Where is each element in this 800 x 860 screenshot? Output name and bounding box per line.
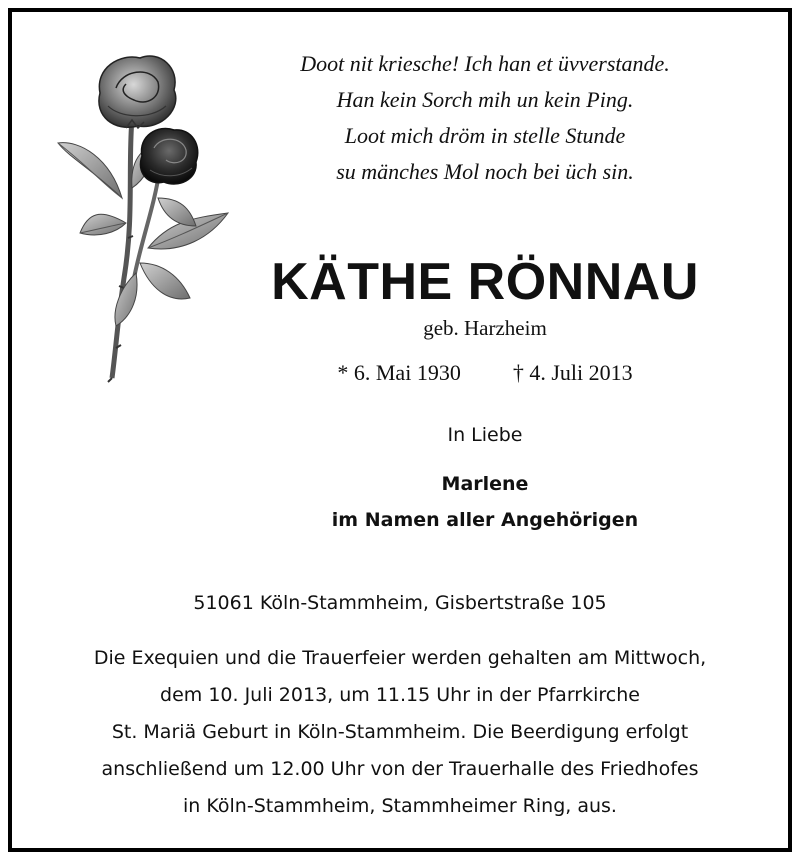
poem <box>250 46 720 190</box>
rose-icon <box>50 48 240 388</box>
mourner-on-behalf: im Namen aller Angehörigen <box>331 509 639 531</box>
mourners-intro: In Liebe <box>447 424 523 446</box>
poem-line: Loot mich dröm in stelle Stunde <box>344 123 626 148</box>
service-line: in Köln-Stammheim, Stammheimer Ring, aus. <box>183 795 617 817</box>
service-line: dem 10. Juli 2013, um 11.15 Uhr in der Pfarrkirche <box>160 684 640 706</box>
service-line: St. Mariä Geburt in Köln-Stammheim. Die Beerdigung erfolgt <box>111 721 689 743</box>
life-dates <box>250 360 720 386</box>
poem-line: Doot nit kriesche! Ich han et üvverstande. <box>300 51 670 76</box>
address: 51061 Köln-Stammheim, Gisbertstraße 105 <box>193 592 607 614</box>
mourner-name: Marlene <box>441 473 529 495</box>
service-line: anschließend um 12.00 Uhr von der Trauerhalle des Friedhofes <box>101 758 699 780</box>
birth-date: * 6. Mai 1930 <box>337 360 461 385</box>
maiden-name: geb. Harzheim <box>423 316 547 340</box>
poem-line: su mänches Mol noch bei üch sin. <box>336 159 634 184</box>
deceased-name: KÄTHE RÖNNAU <box>271 253 699 311</box>
service-notice <box>40 640 760 825</box>
mourners <box>270 466 700 538</box>
poem-line: Han kein Sorch mih un kein Ping. <box>336 87 634 112</box>
death-date: † 4. Juli 2013 <box>512 360 633 385</box>
service-line: Die Exequien und die Trauerfeier werden gehalten am Mittwoch, <box>93 647 707 669</box>
